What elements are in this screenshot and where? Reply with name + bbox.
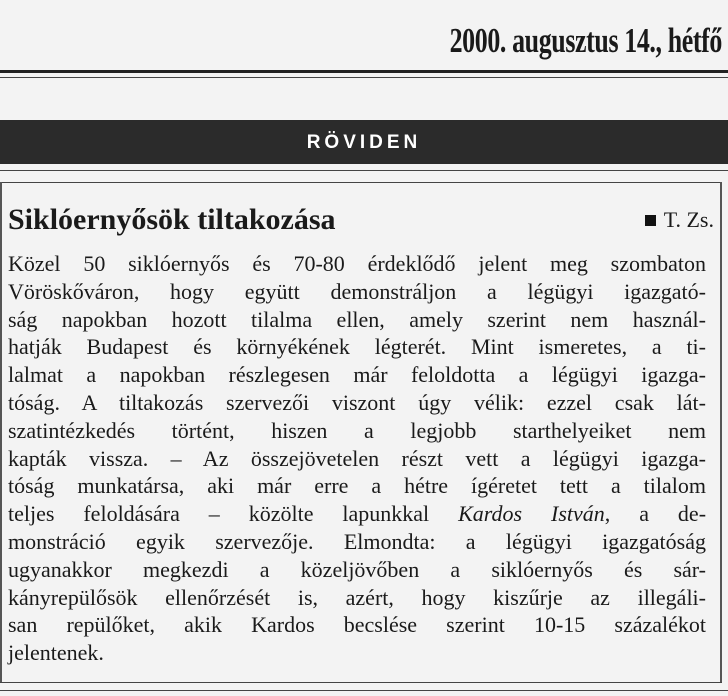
box-border-left (0, 182, 2, 682)
body-line-with-name (8, 500, 706, 528)
body-line: jelentenek. (8, 640, 104, 666)
body-line: ság napokban hozott tilalma ellen, amely szerint nem használ- (8, 306, 706, 332)
box-rule-top (0, 182, 722, 183)
body-line: san repülőket, akik Kardos becslése szerint 10-15 százalékot (8, 612, 706, 638)
quoted-person-name: Kardos István (458, 501, 605, 527)
body-line: lalmat a napokban részlegesen már feloldotta a légügyi igazga- (8, 362, 706, 388)
issue-date: 2000. augusztus 14., hétfő (449, 21, 722, 60)
article-headline: Siklóernyősök tiltakozása (8, 203, 336, 236)
body-line: ugyanakkor megkezdi a közeljövőben a siklóernyős és sár- (8, 556, 706, 582)
body-line: szatintézkedés történt, hiszen a legjobb starthelyeiket nem (8, 417, 706, 443)
body-line-lead: teljes feloldására – közölte lapunkkal (8, 501, 430, 527)
header-rule-thick (0, 70, 728, 73)
box-border-right (720, 182, 722, 682)
box-rule-bottom (0, 682, 722, 683)
byline-author: T. Zs. (663, 207, 714, 232)
body-line: monstráció egyik szervezője. Elmondta: a légügyi igazgatóság (8, 528, 706, 554)
body-line-tail: , a de- (604, 501, 707, 527)
body-line: Vöröskőváron, hogy együtt demonstráljon a légügyi igazgató- (8, 278, 706, 304)
body-line: Közel 50 siklóernyős és 70-80 érdeklődő jelent meg szombaton (8, 251, 706, 276)
body-line: tóság munkatársa, aki már erre a hétre ígéretet tett a tilalom (8, 473, 706, 499)
body-line: kapták vissza. – Az összejövetelen részt vett a légügyi igazga- (8, 445, 706, 471)
article-body (8, 250, 706, 667)
section-label: RÖVIDEN (306, 132, 422, 153)
page-rule-bottom (0, 690, 728, 691)
header-rule-thin (0, 77, 728, 78)
article-byline (645, 198, 714, 242)
body-line: tóság. A tiltakozás szervezői viszont úgy vélik: ezzel csak lát- (8, 389, 706, 415)
section-rule-bottom (0, 170, 728, 171)
article-header (8, 198, 714, 242)
section-banner (0, 120, 728, 164)
body-line: hatják Budapest és környékének légterét. Mint ismeretes, a ti- (8, 334, 706, 360)
byline-square-icon (645, 215, 656, 226)
body-line: kányrepülősök ellenőrzését is, azért, hogy kiszűrje az illegáli- (8, 584, 706, 610)
